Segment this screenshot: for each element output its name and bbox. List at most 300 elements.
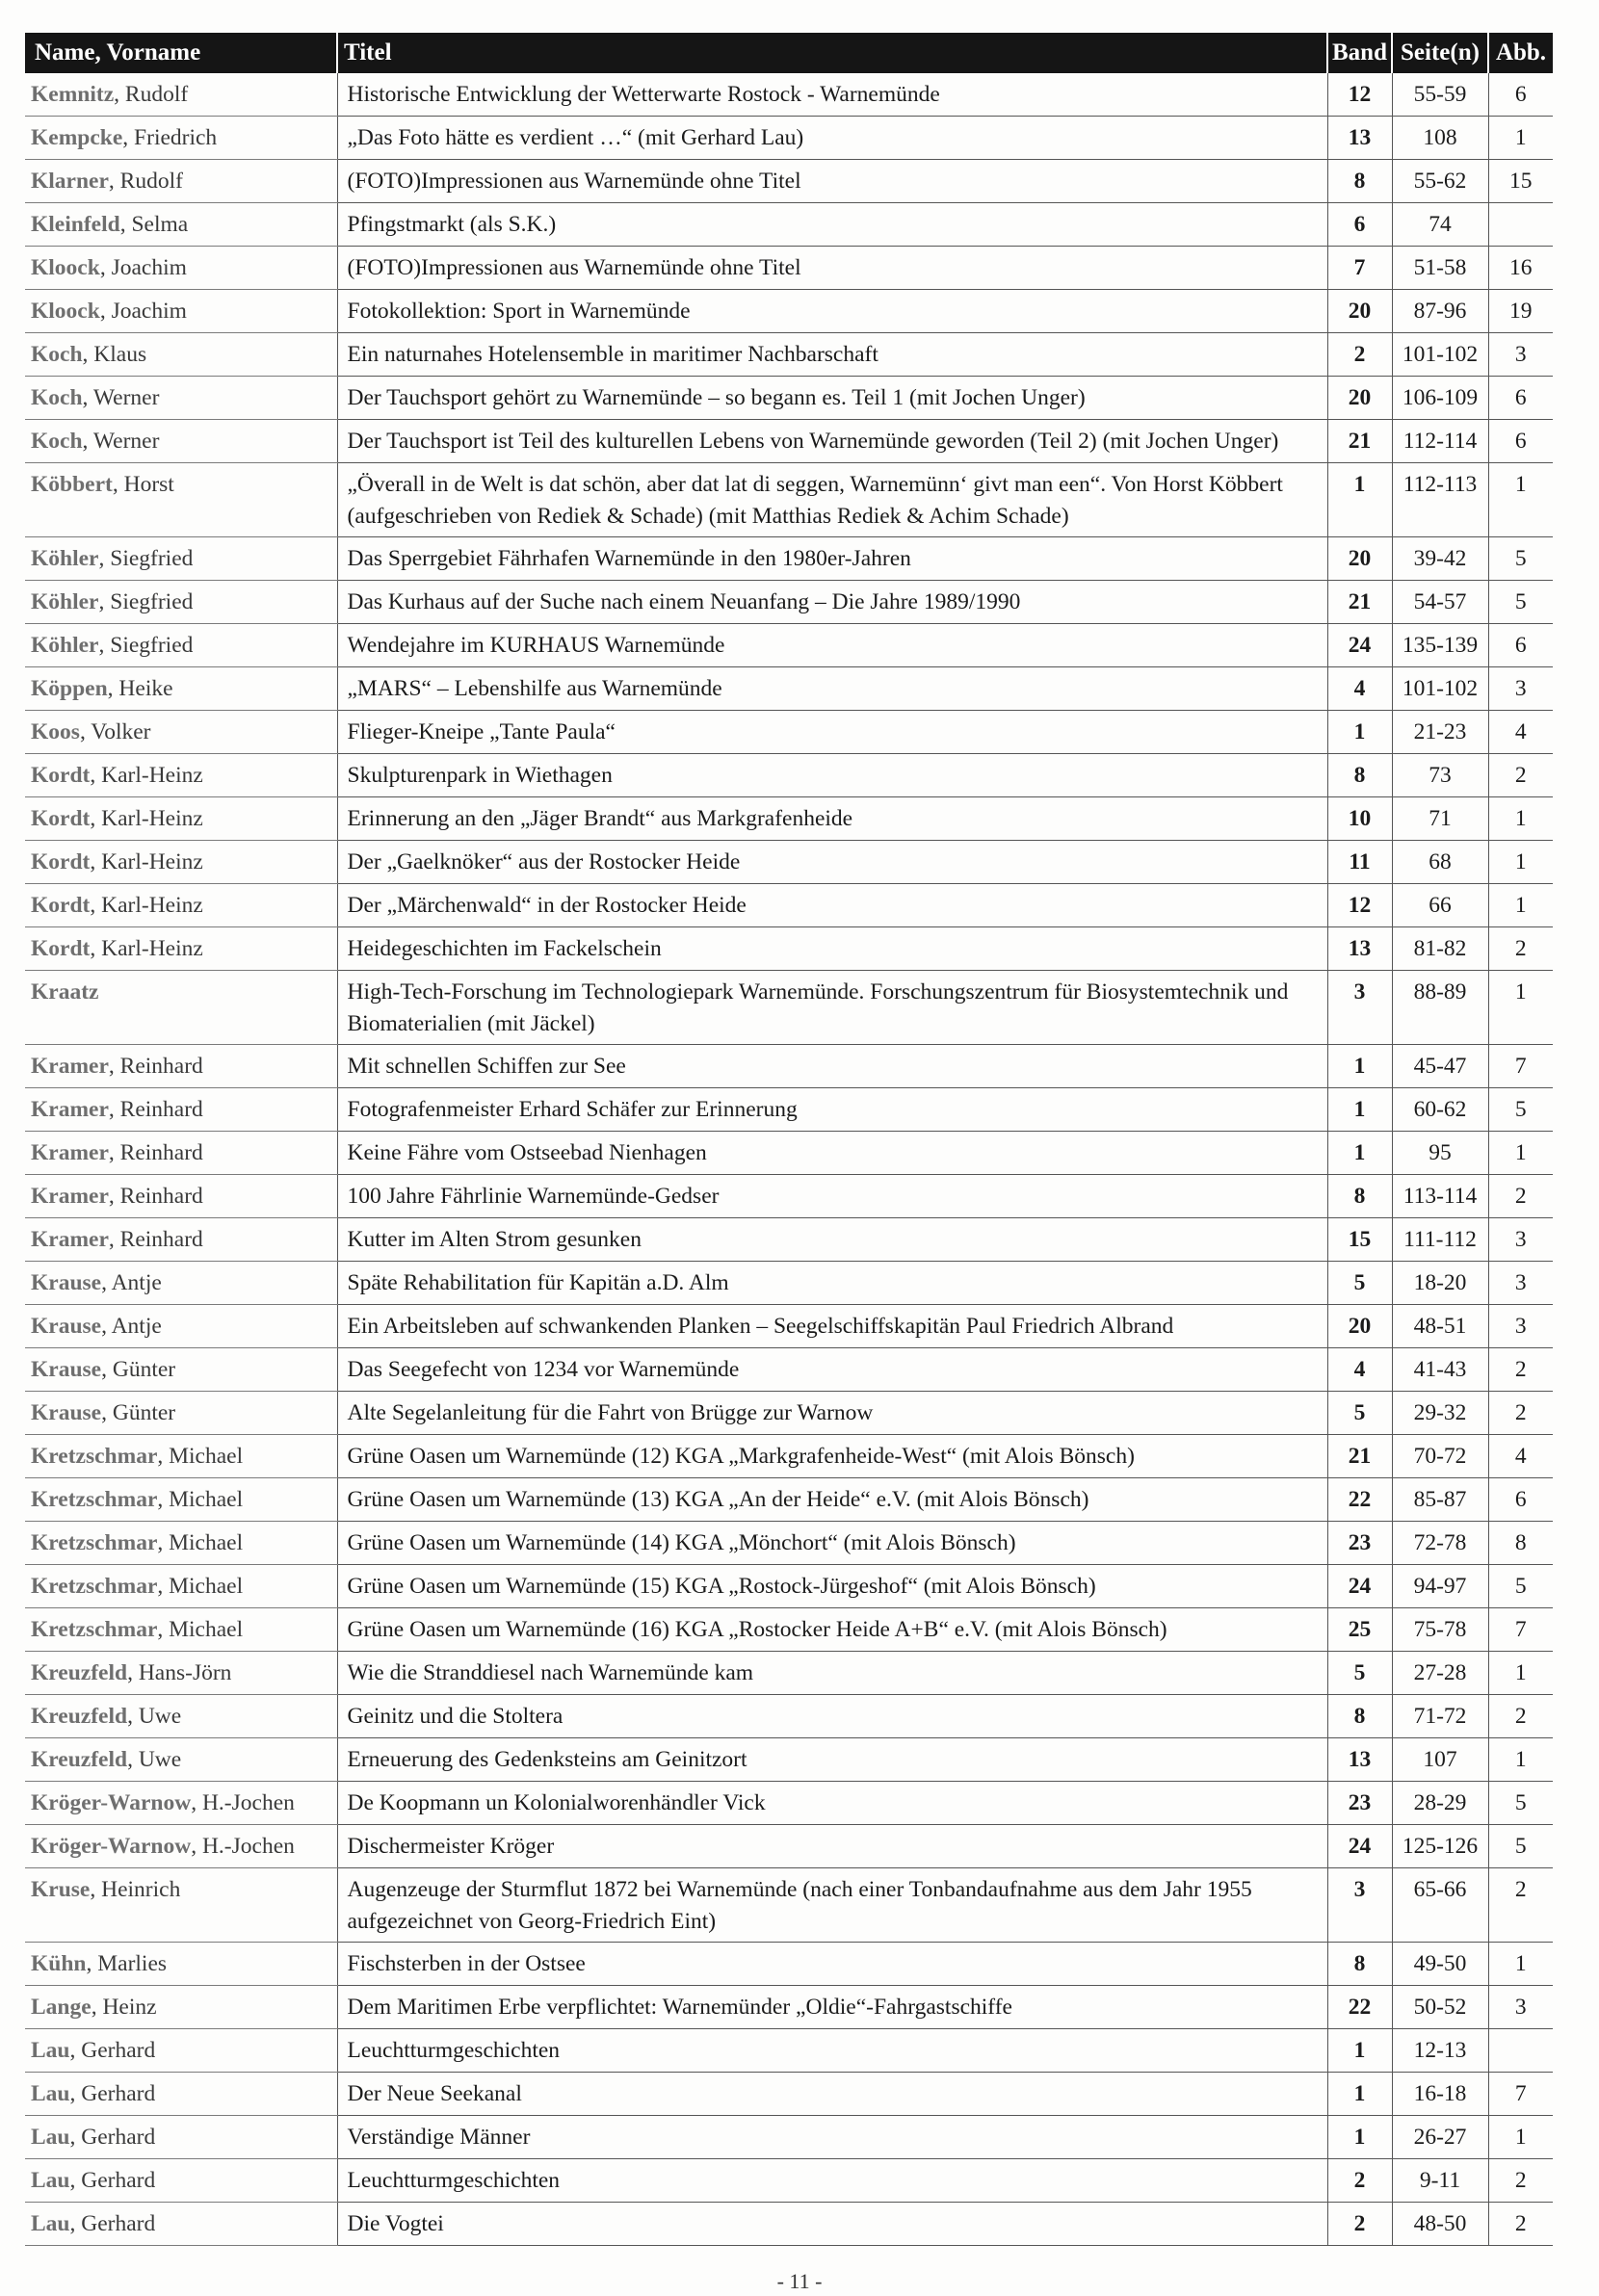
article-title-cell: Mit schnellen Schiffen zur See	[337, 1045, 1327, 1088]
author-given-name: Karl-Heinz	[101, 763, 203, 788]
author-given-name: Uwe	[138, 1747, 182, 1772]
author-given-name: Karl-Heinz	[101, 849, 203, 874]
table-row	[25, 754, 1553, 797]
author-given-name: Uwe	[138, 1704, 182, 1729]
author-surname: Lau	[31, 2125, 70, 2150]
name-separator: ,	[90, 806, 102, 831]
page-range-cell: 111-112	[1392, 1218, 1488, 1262]
figure-count-cell	[1488, 2029, 1553, 2073]
figure-count-cell: 1	[1488, 117, 1553, 160]
author-index-table	[25, 33, 1553, 2246]
author-given-name: Hans-Jörn	[138, 1660, 232, 1685]
volume-number-cell: 20	[1327, 377, 1392, 420]
author-name-cell	[25, 1868, 337, 1943]
table-row	[25, 1782, 1553, 1825]
article-title-cell: Der Tauchsport gehört zu Warnemünde – so begann es. Teil 1 (mit Jochen Unger)	[337, 377, 1327, 420]
page-range-cell: 107	[1392, 1738, 1488, 1782]
volume-number-cell: 23	[1327, 1522, 1392, 1565]
page-range-cell: 55-59	[1392, 73, 1488, 117]
author-given-name: Günter	[112, 1400, 176, 1425]
article-title-cell: Der Neue Seekanal	[337, 2073, 1327, 2116]
volume-number-cell: 22	[1327, 1478, 1392, 1522]
figure-count-cell: 4	[1488, 711, 1553, 754]
author-surname: Kruse	[31, 1877, 91, 1902]
page-range-cell: 108	[1392, 117, 1488, 160]
index-page	[25, 33, 1553, 2246]
author-given-name: Volker	[91, 719, 151, 744]
article-title-cell: Fischsterben in der Ostsee	[337, 1943, 1327, 1986]
name-separator: ,	[108, 1184, 120, 1209]
table-row	[25, 2073, 1553, 2116]
volume-number-cell: 4	[1327, 1348, 1392, 1392]
author-surname: Lau	[31, 2038, 70, 2063]
author-given-name: Gerhard	[81, 2038, 156, 2063]
table-row	[25, 841, 1553, 884]
author-surname: Kraatz	[31, 979, 99, 1004]
author-name-cell	[25, 1305, 337, 1348]
author-name-cell	[25, 667, 337, 711]
author-surname: Krause	[31, 1357, 102, 1382]
article-title-cell: Keine Fähre vom Ostseebad Nienhagen	[337, 1132, 1327, 1175]
page-range-cell: 18-20	[1392, 1262, 1488, 1305]
author-surname: Kloock	[31, 299, 100, 324]
author-name-cell	[25, 1825, 337, 1868]
volume-number-cell: 13	[1327, 927, 1392, 971]
volume-number-cell: 6	[1327, 203, 1392, 247]
author-name-cell	[25, 2203, 337, 2246]
volume-number-cell: 13	[1327, 1738, 1392, 1782]
column-header-band: Band	[1327, 33, 1392, 73]
name-separator: ,	[82, 342, 94, 367]
page-range-cell: 60-62	[1392, 1088, 1488, 1132]
name-separator: ,	[107, 676, 119, 701]
author-surname: Kordt	[31, 936, 91, 961]
name-separator: ,	[108, 1227, 120, 1252]
name-separator: ,	[82, 385, 93, 410]
figure-count-cell: 3	[1488, 667, 1553, 711]
figure-count-cell: 7	[1488, 1608, 1553, 1652]
page-range-cell: 49-50	[1392, 1943, 1488, 1986]
volume-number-cell: 21	[1327, 581, 1392, 624]
article-title-cell: Heidegeschichten im Fackelschein	[337, 927, 1327, 971]
article-title-cell: Die Vogtei	[337, 2203, 1327, 2246]
volume-number-cell: 4	[1327, 667, 1392, 711]
author-surname: Lau	[31, 2168, 70, 2193]
name-separator: ,	[99, 299, 112, 324]
page-range-cell: 81-82	[1392, 927, 1488, 971]
page-range-cell: 87-96	[1392, 290, 1488, 333]
author-surname: Lau	[31, 2081, 70, 2106]
author-given-name: Michael	[169, 1444, 244, 1469]
table-row	[25, 927, 1553, 971]
author-name-cell	[25, 1608, 337, 1652]
volume-number-cell: 15	[1327, 1218, 1392, 1262]
article-title-cell: Grüne Oasen um Warnemünde (13) KGA „An der Heide“ e.V. (mit Alois Bönsch)	[337, 1478, 1327, 1522]
figure-count-cell: 6	[1488, 377, 1553, 420]
table-row	[25, 1088, 1553, 1132]
name-separator: ,	[90, 936, 102, 961]
name-separator: ,	[191, 1790, 202, 1815]
author-name-cell	[25, 624, 337, 667]
article-title-cell: Kutter im Alten Strom gesunken	[337, 1218, 1327, 1262]
name-separator: ,	[101, 1314, 112, 1339]
author-given-name: Klaus	[93, 342, 147, 367]
article-title-cell: Flieger-Kneipe „Tante Paula“	[337, 711, 1327, 754]
page-range-cell: 48-50	[1392, 2203, 1488, 2246]
column-header-name: Name, Vorname	[25, 33, 337, 73]
volume-number-cell: 22	[1327, 1986, 1392, 2029]
page-range-cell: 71-72	[1392, 1695, 1488, 1738]
page-range-cell: 74	[1392, 203, 1488, 247]
article-title-cell: Erinnerung an den „Jäger Brandt“ aus Markgrafenheide	[337, 797, 1327, 841]
page-range-cell: 50-52	[1392, 1986, 1488, 2029]
page-range-cell: 29-32	[1392, 1392, 1488, 1435]
page-range-cell: 65-66	[1392, 1868, 1488, 1943]
author-surname: Lange	[31, 1995, 92, 2020]
name-separator: ,	[90, 849, 102, 874]
table-row	[25, 160, 1553, 203]
article-title-cell: Der Tauchsport ist Teil des kulturellen Lebens von Warnemünde geworden (Teil 2) (mit Jochen Unger)	[337, 420, 1327, 463]
author-given-name: Joachim	[111, 255, 187, 280]
name-separator: ,	[90, 1877, 102, 1902]
author-surname: Kröger-Warnow	[31, 1834, 192, 1859]
page-number: - 11 -	[776, 2269, 823, 2293]
table-row	[25, 1825, 1553, 1868]
table-row	[25, 377, 1553, 420]
author-surname: Koch	[31, 385, 83, 410]
author-surname: Krause	[31, 1400, 102, 1425]
name-separator: ,	[101, 1400, 113, 1425]
figure-count-cell: 2	[1488, 754, 1553, 797]
name-separator: ,	[108, 169, 120, 194]
volume-number-cell: 2	[1327, 333, 1392, 377]
figure-count-cell: 2	[1488, 2159, 1553, 2203]
author-given-name: Heinrich	[101, 1877, 181, 1902]
author-name-cell	[25, 377, 337, 420]
article-title-cell: Späte Rehabilitation für Kapitän a.D. Alm	[337, 1262, 1327, 1305]
page-range-cell: 101-102	[1392, 667, 1488, 711]
figure-count-cell: 16	[1488, 247, 1553, 290]
author-given-name: H.-Jochen	[201, 1834, 295, 1859]
name-separator: ,	[86, 1951, 98, 1976]
page-range-cell: 113-114	[1392, 1175, 1488, 1218]
volume-number-cell: 1	[1327, 2116, 1392, 2159]
name-separator: ,	[157, 1487, 170, 1512]
table-row	[25, 290, 1553, 333]
author-surname: Kordt	[31, 849, 91, 874]
table-row	[25, 203, 1553, 247]
volume-number-cell: 20	[1327, 1305, 1392, 1348]
author-surname: Köbbert	[31, 472, 113, 497]
author-surname: Kröger-Warnow	[31, 1790, 192, 1815]
author-name-cell	[25, 797, 337, 841]
volume-number-cell: 5	[1327, 1652, 1392, 1695]
author-surname: Köhler	[31, 589, 99, 614]
table-row	[25, 73, 1553, 117]
page-range-cell: 106-109	[1392, 377, 1488, 420]
author-name-cell	[25, 1218, 337, 1262]
table-row	[25, 1305, 1553, 1348]
page-range-cell: 95	[1392, 1132, 1488, 1175]
name-separator: ,	[122, 125, 135, 150]
table-row	[25, 1262, 1553, 1305]
figure-count-cell: 1	[1488, 1652, 1553, 1695]
author-given-name: Karl-Heinz	[101, 936, 203, 961]
page-range-cell: 51-58	[1392, 247, 1488, 290]
author-name-cell	[25, 1986, 337, 2029]
page-range-cell: 85-87	[1392, 1478, 1488, 1522]
name-separator: ,	[91, 1995, 103, 2020]
name-separator: ,	[157, 1444, 170, 1469]
table-row	[25, 667, 1553, 711]
volume-number-cell: 1	[1327, 711, 1392, 754]
article-title-cell: Das Kurhaus auf der Suche nach einem Neuanfang – Die Jahre 1989/1990	[337, 581, 1327, 624]
table-row	[25, 797, 1553, 841]
page-range-cell: 135-139	[1392, 624, 1488, 667]
author-surname: Kloock	[31, 255, 100, 280]
name-separator: ,	[101, 1357, 113, 1382]
author-given-name: Michael	[169, 1487, 244, 1512]
author-name-cell	[25, 1695, 337, 1738]
volume-number-cell: 8	[1327, 1695, 1392, 1738]
table-row	[25, 1045, 1553, 1088]
name-separator: ,	[112, 472, 124, 497]
article-title-cell: (FOTO)Impressionen aus Warnemünde ohne Titel	[337, 160, 1327, 203]
volume-number-cell: 1	[1327, 1088, 1392, 1132]
table-row	[25, 624, 1553, 667]
article-title-cell: Augenzeuge der Sturmflut 1872 bei Warnemünde (nach einer Tonbandaufnahme aus dem Jahr 1955 aufgezeichnet von Georg-Friedrich Eint)	[337, 1868, 1327, 1943]
table-body	[25, 73, 1553, 2246]
volume-number-cell: 1	[1327, 463, 1392, 537]
name-separator: ,	[69, 2081, 82, 2106]
author-name-cell	[25, 2159, 337, 2203]
author-given-name: Siegfried	[110, 589, 194, 614]
author-surname: Kretzschmar	[31, 1574, 158, 1599]
figure-count-cell: 1	[1488, 1132, 1553, 1175]
author-surname: Kreuzfeld	[31, 1704, 128, 1729]
author-surname: Kretzschmar	[31, 1617, 158, 1642]
figure-count-cell: 2	[1488, 1868, 1553, 1943]
figure-count-cell: 1	[1488, 884, 1553, 927]
table-row	[25, 1652, 1553, 1695]
table-row	[25, 117, 1553, 160]
volume-number-cell: 23	[1327, 1782, 1392, 1825]
article-title-cell: Historische Entwicklung der Wetterwarte Rostock - Warnemünde	[337, 73, 1327, 117]
figure-count-cell: 1	[1488, 841, 1553, 884]
author-name-cell	[25, 1132, 337, 1175]
author-name-cell	[25, 463, 337, 537]
page-range-cell: 68	[1392, 841, 1488, 884]
author-given-name: Antje	[111, 1314, 162, 1339]
table-row	[25, 463, 1553, 537]
name-separator: ,	[98, 633, 111, 658]
volume-number-cell: 24	[1327, 624, 1392, 667]
article-title-cell: Wie die Stranddiesel nach Warnemünde kam	[337, 1652, 1327, 1695]
page-range-cell: 72-78	[1392, 1522, 1488, 1565]
author-name-cell	[25, 2073, 337, 2116]
author-name-cell	[25, 117, 337, 160]
figure-count-cell: 6	[1488, 1478, 1553, 1522]
volume-number-cell: 3	[1327, 1868, 1392, 1943]
article-title-cell: Pfingstmarkt (als S.K.)	[337, 203, 1327, 247]
article-title-cell: Ein Arbeitsleben auf schwankenden Planken – Seegelschiffskapitän Paul Friedrich Albrand	[337, 1305, 1327, 1348]
volume-number-cell: 8	[1327, 160, 1392, 203]
volume-number-cell: 24	[1327, 1565, 1392, 1608]
name-separator: ,	[99, 255, 112, 280]
figure-count-cell: 3	[1488, 1986, 1553, 2029]
author-given-name: Horst	[123, 472, 174, 497]
author-name-cell	[25, 73, 337, 117]
author-surname: Kramer	[31, 1227, 109, 1252]
figure-count-cell: 2	[1488, 1175, 1553, 1218]
author-name-cell	[25, 754, 337, 797]
column-header-seite: Seite(n)	[1392, 33, 1488, 73]
table-row	[25, 1522, 1553, 1565]
volume-number-cell: 1	[1327, 2029, 1392, 2073]
author-given-name: Heike	[118, 676, 173, 701]
article-title-cell: De Koopmann un Kolonialworenhändler Vick	[337, 1782, 1327, 1825]
figure-count-cell: 1	[1488, 2116, 1553, 2159]
figure-count-cell: 4	[1488, 1435, 1553, 1478]
author-given-name: Gerhard	[81, 2081, 156, 2106]
table-row	[25, 1738, 1553, 1782]
article-title-cell: Grüne Oasen um Warnemünde (14) KGA „Mönchort“ (mit Alois Bönsch)	[337, 1522, 1327, 1565]
author-surname: Kretzschmar	[31, 1530, 158, 1555]
figure-count-cell: 3	[1488, 1262, 1553, 1305]
author-given-name: H.-Jochen	[201, 1790, 295, 1815]
figure-count-cell: 1	[1488, 463, 1553, 537]
author-surname: Kramer	[31, 1054, 109, 1079]
article-title-cell: Alte Segelanleitung für die Fahrt von Brügge zur Warnow	[337, 1392, 1327, 1435]
name-separator: ,	[82, 429, 93, 454]
volume-number-cell: 3	[1327, 971, 1392, 1045]
table-row	[25, 1868, 1553, 1943]
figure-count-cell: 19	[1488, 290, 1553, 333]
article-title-cell: Wendejahre im KURHAUS Warnemünde	[337, 624, 1327, 667]
volume-number-cell: 1	[1327, 1045, 1392, 1088]
table-row	[25, 971, 1553, 1045]
author-name-cell	[25, 1262, 337, 1305]
page-range-cell: 41-43	[1392, 1348, 1488, 1392]
name-separator: ,	[157, 1617, 170, 1642]
author-given-name: Günter	[112, 1357, 176, 1382]
table-row	[25, 2116, 1553, 2159]
page-range-cell: 112-113	[1392, 463, 1488, 537]
page-range-cell: 27-28	[1392, 1652, 1488, 1695]
figure-count-cell: 5	[1488, 581, 1553, 624]
page-range-cell: 26-27	[1392, 2116, 1488, 2159]
page-range-cell: 39-42	[1392, 537, 1488, 581]
author-surname: Koos	[31, 719, 80, 744]
table-row	[25, 1695, 1553, 1738]
author-given-name: Friedrich	[134, 125, 218, 150]
name-separator: ,	[90, 893, 102, 918]
volume-number-cell: 12	[1327, 73, 1392, 117]
author-name-cell	[25, 1738, 337, 1782]
figure-count-cell: 3	[1488, 1218, 1553, 1262]
author-surname: Krause	[31, 1270, 102, 1295]
volume-number-cell: 10	[1327, 797, 1392, 841]
author-given-name: Marlies	[97, 1951, 168, 1976]
author-name-cell	[25, 971, 337, 1045]
author-given-name: Reinhard	[119, 1140, 203, 1165]
page-range-cell: 112-114	[1392, 420, 1488, 463]
author-given-name: Antje	[111, 1270, 162, 1295]
table-row	[25, 1478, 1553, 1522]
author-surname: Köppen	[31, 676, 108, 701]
author-surname: Kramer	[31, 1097, 109, 1122]
author-name-cell	[25, 203, 337, 247]
article-title-cell: 100 Jahre Fährlinie Warnemünde-Gedser	[337, 1175, 1327, 1218]
author-surname: Kretzschmar	[31, 1487, 158, 1512]
article-title-cell: Der „Gaelknöker“ aus der Rostocker Heide	[337, 841, 1327, 884]
author-name-cell	[25, 2029, 337, 2073]
name-separator: ,	[69, 2125, 82, 2150]
author-name-cell	[25, 290, 337, 333]
figure-count-cell: 1	[1488, 971, 1553, 1045]
article-title-cell: Skulpturenpark in Wiethagen	[337, 754, 1327, 797]
author-name-cell	[25, 1088, 337, 1132]
author-name-cell	[25, 1348, 337, 1392]
article-title-cell: Ein naturnahes Hotelensemble in maritimer Nachbarschaft	[337, 333, 1327, 377]
author-given-name: Selma	[131, 212, 189, 237]
author-given-name: Werner	[92, 429, 160, 454]
author-surname: Krause	[31, 1314, 102, 1339]
volume-number-cell: 24	[1327, 1825, 1392, 1868]
figure-count-cell: 3	[1488, 333, 1553, 377]
author-given-name: Gerhard	[81, 2211, 156, 2236]
author-name-cell	[25, 1045, 337, 1088]
author-name-cell	[25, 420, 337, 463]
article-title-cell: Dischermeister Kröger	[337, 1825, 1327, 1868]
article-title-cell: Dem Maritimen Erbe verpflichtet: Warnemünder „Oldie“-Fahrgastschiffe	[337, 1986, 1327, 2029]
author-name-cell	[25, 247, 337, 290]
article-title-cell: Erneuerung des Gedenksteins am Geinitzort	[337, 1738, 1327, 1782]
author-name-cell	[25, 884, 337, 927]
volume-number-cell: 21	[1327, 1435, 1392, 1478]
article-title-cell: „Das Foto hätte es verdient …“ (mit Gerhard Lau)	[337, 117, 1327, 160]
page-range-cell: 125-126	[1392, 1825, 1488, 1868]
author-name-cell	[25, 1652, 337, 1695]
author-name-cell	[25, 927, 337, 971]
table-row	[25, 247, 1553, 290]
volume-number-cell: 8	[1327, 1943, 1392, 1986]
figure-count-cell: 2	[1488, 1348, 1553, 1392]
author-surname: Kempcke	[31, 125, 123, 150]
name-separator: ,	[127, 1747, 139, 1772]
name-separator: ,	[69, 2168, 82, 2193]
page-range-cell: 9-11	[1392, 2159, 1488, 2203]
figure-count-cell: 5	[1488, 1088, 1553, 1132]
figure-count-cell: 2	[1488, 2203, 1553, 2246]
author-given-name: Rudolf	[119, 169, 183, 194]
author-surname: Kreuzfeld	[31, 1747, 128, 1772]
figure-count-cell: 7	[1488, 2073, 1553, 2116]
article-title-cell: Grüne Oasen um Warnemünde (12) KGA „Markgrafenheide-West“ (mit Alois Bönsch)	[337, 1435, 1327, 1478]
name-separator: ,	[191, 1834, 202, 1859]
article-title-cell: Geinitz und die Stoltera	[337, 1695, 1327, 1738]
article-title-cell: Leuchtturmgeschichten	[337, 2029, 1327, 2073]
author-name-cell	[25, 1943, 337, 1986]
volume-number-cell: 20	[1327, 290, 1392, 333]
page-range-cell: 75-78	[1392, 1608, 1488, 1652]
table-row	[25, 1435, 1553, 1478]
article-title-cell: Das Seegefecht von 1234 vor Warnemünde	[337, 1348, 1327, 1392]
volume-number-cell: 21	[1327, 420, 1392, 463]
name-separator: ,	[98, 589, 111, 614]
name-separator: ,	[69, 2211, 82, 2236]
author-given-name: Gerhard	[81, 2125, 156, 2150]
